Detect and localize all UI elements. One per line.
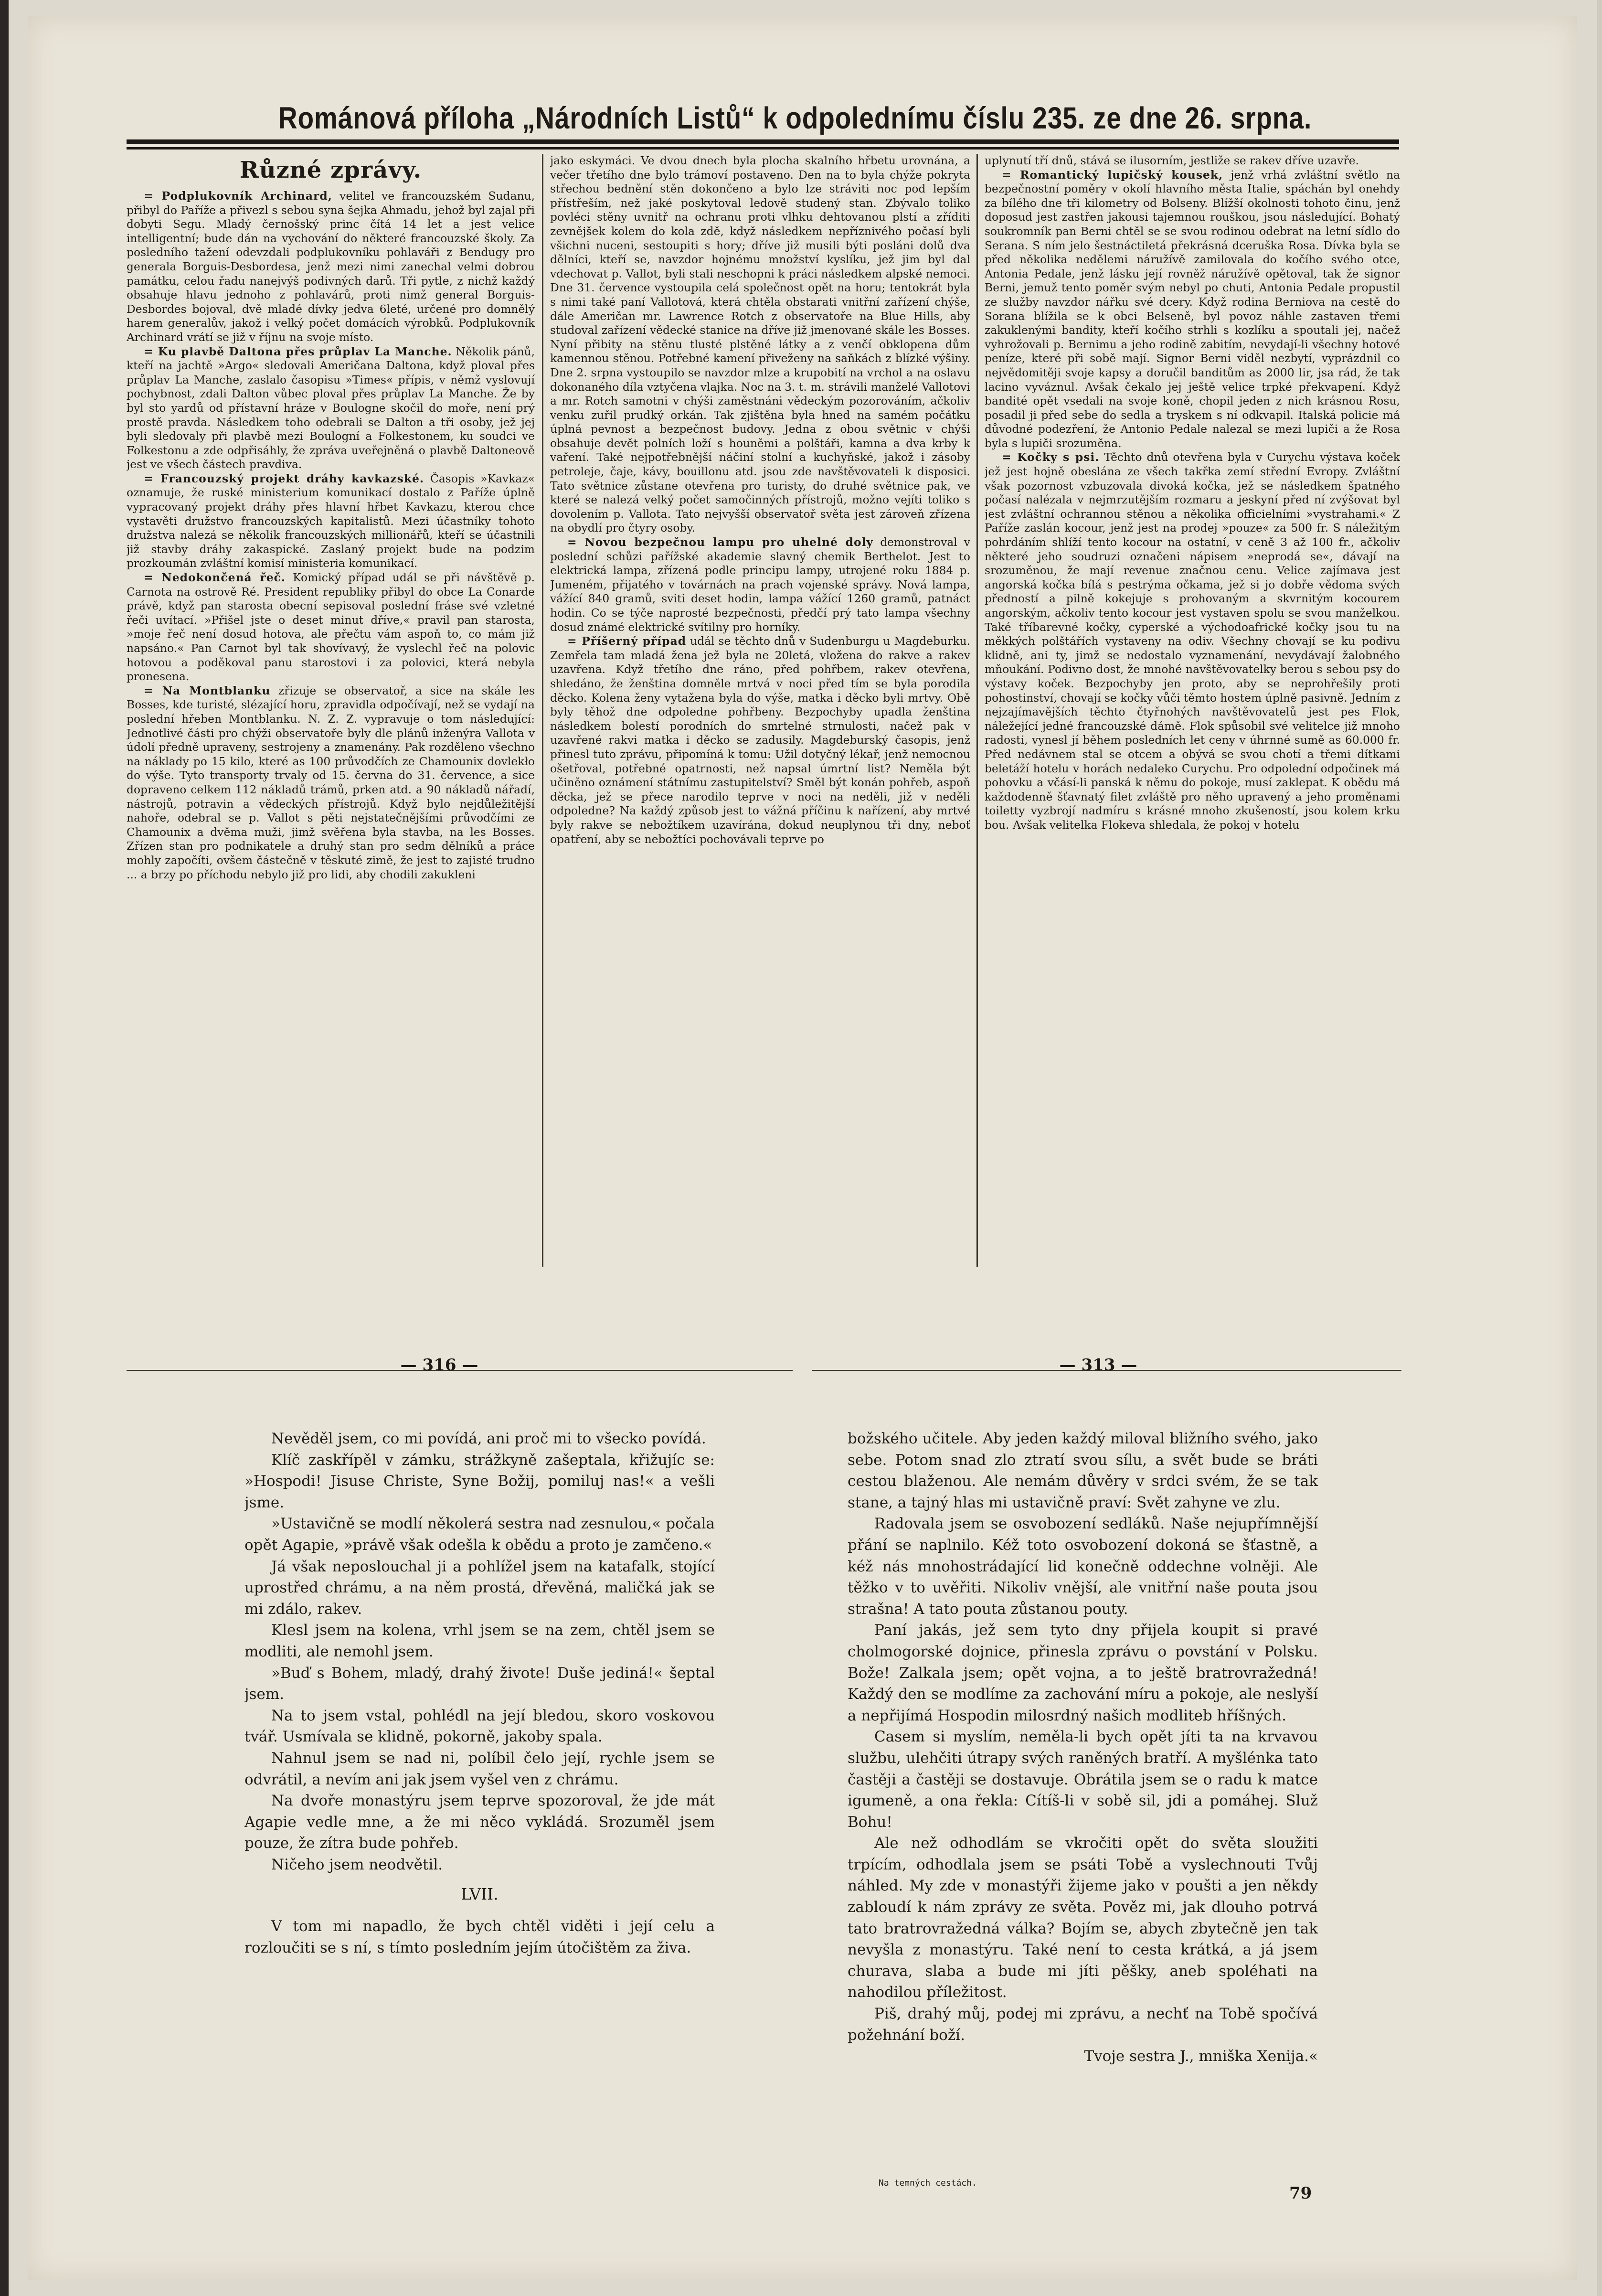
news-item xyxy=(985,450,1400,832)
news-headline: = Novou bezpečnou lampu pro uhelné doly xyxy=(567,535,874,549)
news-column-2 xyxy=(550,154,970,1267)
news-text: zřizuje se observatoř, a sice na skále les Bosses, kde turisté, slézající horu, zpravidla odpočívají, než se vydají na poslední hřeben Montblanku. N. Z. Z. vypravuje o tom následující: Jednotlivé části pro chýži observatoře byly dle plánů inženýra Vallota v údolí předně upraveny, sestrojeny a znamenány. Pak rozděleno všechno na náklady po 15 kilo, které as 100 průvodčích ze Chamounix dovlekło do výše. Tyto transporty trvaly od 15. června do 31. července, a sice dopraveno celkem 112 nákladů trámů, prken atd. a 90 nákladů nářadí, nástrojů, potravin a vědeckých přístrojů. Když bylo nejdůležitější nahoře, odebral se p. Vallot s pěti nejstatečnějšími průvodčími ze Chamounix a dvěma muži, jimž svěřena byla stavba, na les Bosses. Zřízen stan pro podnikatele a druhý stan pro sedm dělníků a práce mohly započíti, ovšem částečně v těskuté zimě, že jest to zajisté trudno ... a brzy po příchodu nebylo již pro lidi, aby chodili zakukleni xyxy=(127,683,535,881)
book-paragraph: božského učitele. Aby jeden každý miloval bližního svého, jako sebe. Potom snad zlo ztratí svou sílu, a svět bude se bráti cestou blaženou. Ale nemám důvěry v srdci svém, že se tak stane, a tajný hlas mi ustavičně praví: Svět zahyne ve zlu. xyxy=(848,1430,1318,1511)
news-column-1 xyxy=(127,154,535,1267)
book-paragraph: Ničeho jsem neodvětil. xyxy=(271,1856,443,1873)
news-item xyxy=(550,154,970,535)
news-headline: = Na Montblanku xyxy=(144,683,271,697)
book-paragraph: Paní jakás, jež sem tyto dny přijela koupit si pravé cholmogorské dojnice, přinesla zprávu o povstání v Polsku. Bože! Zalkala jsem; opět vojna, a to ještě bratrovražedná! Každý den se modlíme za zachování míru a pokoje, ale neslyší a nepřijímá Hospodin milosrdný našich modliteb hříšných. xyxy=(848,1622,1318,1724)
running-footer: Na temných cestách. xyxy=(879,2178,977,2188)
news-item xyxy=(550,634,970,846)
news-item xyxy=(550,535,970,634)
book-paragraph: Nahnul jsem se nad ni, políbil čelo její, rychle jsem se odvrátil, a nevím ani jak jsem vyšel ven z chrámu. xyxy=(244,1749,715,1788)
book-paragraph: Klesl jsem na kolena, vrhl jsem se na zem, chtěl jsem se modliti, ale nemohl jsem. xyxy=(244,1622,715,1660)
header-rule-thick xyxy=(127,139,1399,144)
book-paragraph: Na to jsem vstal, pohlédl na její bledou, skoro voskovou tvář. Usmívala se klidně, pokorně, jakoby spala. xyxy=(244,1707,715,1746)
book-paragraph: Radovala jsem se osvobození sedláků. Naše nejupřímnější přání se naplnilo. Kéž toto osvobození dokoná se šťastně, a kéž nás mnohostrádající lid konečně oddechne volněji. Ale těžko v to uvěřiti. Nikoliv vnější, ale vnitřní naše pouta jsou strašna! A tato pouta zůstanou pouty. xyxy=(848,1515,1318,1618)
book-paragraph: Klíč zaskřípěl v zámku, strážkyně zašeptala, křižujíc se: »Hospodi! Jisuse Christe, Syne Božij, pomiluj nas!« a vešli jsme. xyxy=(244,1451,715,1511)
news-text: Časopis »Kavkaz« oznamuje, že ruské ministerium komunikací dostalo z Paříže úplně vypracovaný projekt dráhy přes hlavní hřbet Kavkazu, kterou chce vystavěti družstvo francouzských kapitalistů. Mezi účastníky tohoto družstva nalezá se několik francouzských millionářů, kteří se účastnili již stavby dráhy zakaspické. Zaslaný projekt bude na podzim prozkoumán zvláštní komisí ministeria komunikací. xyxy=(127,471,535,570)
news-text: Komický případ udál se při návštěvě p. Carnota na ostrově Ré. President republiky přibyl do obce La Conarde právě, když pan starosta obecní sepisoval poslední fráse své vzletné řeči uvítací. »Přišel jste o deset minut dříve,« pravil pan starosta, »moje řeč není dosud hotova, ale přečtu vám aspoň to, co mám již napsáno.« Pan Carnot byl tak shovívavý, že vyslechl řeč na polovic hotovou a poděkoval panu starostovi i za polovici, která nebyla pronesena. xyxy=(127,571,535,683)
book-paragraph: Nevěděl jsem, co mi povídá, ani proč mi to všecko povídá. xyxy=(271,1430,706,1447)
chapter-heading: LVII. xyxy=(461,1885,499,1904)
book-paragraph: Piš, drahý můj, podej mi zprávu, a nechť na Tobě spočívá požehnání boží. xyxy=(848,2005,1318,2044)
book-page-right xyxy=(848,1428,1318,2173)
news-headline: = Nedokončená řeč. xyxy=(144,571,286,585)
news-item xyxy=(127,345,535,472)
book-paragraph: »Ustavičně se modlí několerá sestra nad zesnulou,« počala opět Agapie, »právě však odešla k obědu a proto je zamčeno.« xyxy=(244,1515,715,1554)
page-header: Románová příloha „Národních Listů“ k odpolednímu číslu 235. ze dne 26. srpna. xyxy=(278,101,1312,135)
section-title: Různé zprávy. xyxy=(239,157,422,183)
news-item xyxy=(985,154,1400,168)
news-text: jako eskymáci. Ve dvou dnech byla plocha skalního hřbetu urovnána, a večer třetího dne bylo trámoví postaveno. Den na to byla chýže pokryta střechou bednění stěn dokončeno a bylo lze stráviti noc pod lepším přístřeším, než jaké poskytoval ledově studený stan. Zbývalo toliko povléci stěny uvnitř na ochranu proti vlhku dehtovanou plstí a zříditi zevnějšek kolem do kola zdě, když následkem nepříznivého počasí byli všichni nuceni, sestoupiti s hory; dříve již musili býti posláni dolů dva dělníci, kteří se, navzdor hojnému množství kyslíku, jež jim byl dal vdechovat p. Vallot, byli stali neschopni k práci následkem alpské nemoci. Dne 31. července vystoupila celá společnost opět na horu; tentokrát byla s nimi také paní Vallotová, která chtěla obstarati vnitřní zařízení chýše, dále Američan mr. Lawrence Rotch z observatoře na Blue Hills, aby studoval zařízení vědecké stanice na dříve již jmenované skále les Bosses. Nyní přibity na stěnu tlusté plstěné látky a z venčí obklopena dům kamennou stěnou. Potřebné kamení přiveženy na saňkách z blízké výšiny. Dne 2. srpna vystoupilo se navzdor mlze a krupobití na vrchol a na oslavu dokonaného díla vztyčena vlajka. Noc na 3. t. m. strávili manželé Vallotovi a mr. Rotch samotni v chýši zaměstnáni vědeckým pozorováním, ačkoliv venku zuřil prudký orkán. Tak zjištěna byla hned na samém počátku úplná pevnost a bezpečnost budovy. Jedna z obou světnic v chýši obsahuje devět polních loží s houněmi a polštáři, kamna a dva krby k vaření. Také nejpotřebnější náčiní stolní a kuchyňské, jakož i zásoby petroleje, čaje, kávy, bouillonu atd. jsou zde navštěvovateli k disposici. Tato světnice zůstane otevřena pro turisty, do druhé světnice pak, ve které se nalezá velký počet samočinných přístrojů, možno vejíti toliko s dovolením p. Vallota. Tato nejvyšší observatoř světa jest zároveň zřízena na obydlí pro čtyry osoby. xyxy=(550,154,970,535)
news-list-1 xyxy=(127,189,535,882)
news-item xyxy=(127,571,535,684)
news-text: jenž vrhá zvláštní světlo na bezpečnostní poměry v okolí hlavního města Italie, spáchán byl onehdy za bílého dne tři kilometry od Bolseny. Blížší okolnosti tohoto činu, jenž doposud jest zastřen jakousi tajemnou rouškou, jsou následující. Bohatý soukromník pan Berni chtěl se se svou rodinou odebrat na letní sídlo do Serana. S ním jelo šestnáctiletá překrásná dceruška Rosa. Dívka byla se před několika nedělemi náružívě zamilovala do kočího svého otce, Antonia Pedale, jenž lásku její rovněž náružívě opětoval, tak že signor Berni, jemuž tento poměr svým nebyl po chuti, Antonia Pedale propustil ze služby navzdor nářku své dcery. Když rodina Berniova na cestě do Sorana blížila se k obci Belseně, byl povoz náhle zastaven třemi zakuklenými bandity, kteří kočího strhli s kozlíku a spoutali jej, načež vyhrožovali p. Bernimu a jeho rodině zabitím, nevydají-li všechny hotové peníze, které při sobě mají. Signor Berni viděl nezbytí, vyprázdnil co nejvědomitěji svoje kapsy a doručil banditům as 2000 lir, jsa rád, že tak lacino vyváznul. Avšak čekalo jej ještě velice trpké překvapení. Když bandité opět vsedali na svoje koně, chopil jeden z nich krásnou Rosu, posadil ji před sebe do sedla a tryskem s ní odkvapil. Italská policie má důvodné podezření, že Antonio Pedale nalezal se mezi lupiči a že Rosa byla s lupiči srozuměna. xyxy=(985,168,1400,450)
news-item xyxy=(985,168,1400,451)
column-rule xyxy=(976,154,978,1267)
book-paragraph: Casem si myslím, neměla-li bych opět jíti ta na krvavou službu, ulehčiti útrapy svých raněných bratří. A myšlénka tato častěji a častěji se dostavuje. Obrátila jsem se o radu k matce igumeně, a ona řekla: Cítíš-li v sobě sil, jdi a pomáhej. Služ Bohu! xyxy=(848,1728,1318,1831)
binding-edge xyxy=(0,0,9,2296)
scan-edge xyxy=(1597,0,1602,2296)
book-paragraph: »Buď s Bohem, mladý, drahý živote! Duše jediná!« šeptal jsem. xyxy=(244,1664,715,1703)
news-item xyxy=(127,189,535,345)
book-page-left xyxy=(244,1428,715,2164)
news-text: udál se těchto dnů v Sudenburgu u Magdeburku. Zemřela tam mladá žena jež byla ne 20letá, vložena do rakve a rakev uzavřena. Když třetího dne ráno, před pohřbem, rakev otevřena, shledáno, že ženština domněle mrtvá v noci před tím se byla porodila děcko. Kolena ženy vytažena byla do výše, matka i děcko byli mrtvy. Obě byly těhož dne odpoledne pohřbeny. Bezpochyby upadla ženština následkem bolestí porodních do smrtelné strnulosti, načež pak v uzavřené rakvi matka i děcko se zadusily. Magdeburský časopis, jenž přinesl tuto zprávu, připomíná k tomu: Užil dotyčný lékař, jenž nemocnou ošetřoval, potřebné opatrnosti, než napsal úmrtní list? Neměla být učiněno oznámení státnímu zastupitelství? Směl být konán pohřeb, aspoň děcka, jež se přece narodilo teprve v noci na neděli, již v neděli odpoledne? Na každý způsob jest to vážná příčinu k nařízení, aby mrtvé byly rakve se nebožtíkem uzavírána, dokud neuplynou tři dny, neboť opatření, aby se nebožtíci pochovávali teprve po xyxy=(550,634,970,846)
news-headline: = Ku plavbě Daltona přes průplav La Manche. xyxy=(144,344,452,358)
page-number-left: — 316 — xyxy=(400,1356,478,1375)
book-paragraph: Ale než odhodlám se vkročiti opět do světa sloužiti trpícím, odhodlala jsem se psáti Tobě a vyslechnouti Tvůj náhled. My zde v monastýři žijeme jako v poušti a jen někdy zabloudí k nám zprávy ze světa. Pověz mi, jak dlouho potrvá tato bratrovražedná válka? Bojím se, abych zbytečně jen tak nevyšla z monastýru. Také není to cesta krátká, a já jsem churava, slaba a bude mi jíti pěšky, aneb spoléhati na nahodilou příležitost. xyxy=(848,1835,1318,2001)
news-headline: = Podplukovník Archinard, xyxy=(144,189,332,203)
page-number-right: — 313 — xyxy=(1059,1356,1137,1375)
news-headline: = Francouzský projekt dráhy kavkazské. xyxy=(144,471,424,485)
news-headline: = Příšerný případ xyxy=(567,634,687,648)
letter-signature: Tvoje sestra J., mniška Xenija.« xyxy=(1084,2048,1318,2065)
news-text: Těchto dnů otevřena byla v Curychu výstava koček jež jest hojně obeslána ze všech takřka zemí střední Evropy. Zvláštní však pozornost vzbuzovala divoká kočka, jež se následkem špatného počasí nalézala v nejmrzutějším rozmaru a jeskyní před ní zvýšovat byl jest zvláštní ochrannou stěnou a několika officielními »vystrahami.« Z Paříže zaslán kocour, jenž jest na prodej »pouze« za 500 fr. S náležitým pohrdáním shlíží tento kocour na ostatní, v ceně 3 až 100 fr., ačkoliv některé jeho soudruzi označeni nápisem »neprodá se«, dávají na srozuměnou, že mají revenue značnou cenu. Velice zajímava jest angorská kočka bílá s pestrýma očkama, jež si jo dobře vědoma svých předností a pilně kokejuje s prohovaným a skvrnitým kocourem angorským, ačkoliv tento kocour jest vystaven spolu se svou manželkou. Také tříbarevné kočky, cyperské a východoafrické kočky jsou tu na měkkých polštářích vystaveny na odiv. Všechny chovají se ku podivu klidně, ani ty, jimž se nedostalo vyznamenání, nevydávají žalobného mňoukání. Podivno dost, že mnohé navštěvovatelky berou s sebou psy do výstavy koček. Bezpochyby jen proto, aby se neprohřešily proti pohostinství, chovají se kočky vůči těmto hostem úplně pasivně. Jedním z nejzajímavějších těchto čtyřnohých navštěvovatelů jest pes Flok, náležející jedné francouzské dámě. Flok spůsobil své velitelce již mnoho radosti, vynesl jí během posledních let ceny v úhrnné sumě as 60.000 fr. Před nedávnem stal se otcem a obývá se svou chotí a třemi dítkami beletáží hotelu v horách nedaleko Curychu. Pro odpolední odpočinek má pohovku a včásí-li panská k němu do pokoje, musí zaklepat. K obědu má každodenně šťavnatý filet zvláště pro něho upravený a jeho proměnami toiletty vyzbrojí nadmíru s krásné mnoho zkušeností, jsou kolem krku bou. Avšak velitelka Flokeva shledala, že pokoj v hotelu xyxy=(985,450,1400,832)
news-column-3 xyxy=(985,154,1400,1267)
news-headline: = Kočky s psi. xyxy=(1002,450,1100,464)
news-text: uplynutí tří dnů, stává se ilusorním, jestliže se rakev dříve uzavře. xyxy=(985,154,1359,167)
column-rule xyxy=(542,154,543,1267)
news-headline: = Romantický lupičský kousek, xyxy=(1002,168,1223,182)
header-rule-thin xyxy=(127,147,1399,150)
news-item xyxy=(127,684,535,882)
news-text: velitel ve francouzském Sudanu, přibyl do Paříže a přivezl s sebou syna šejka Ahmadu, jehož byl zajal při dobyti Segu. Mladý černošský princ čítá 14 let a jest velice intelligentní; bude dán na vychování do některé francouzské školy. Za posledního tažení odevzdali podplukovníku pohlaváři z Bendugy pro generala Borguis-Desbordesa, jenž mezi nimi zanechal velmi dobrou památku, celou řadu nanejvýš podivných darů. Tři pytle, z nichž každý obsahuje hlavu jednoho z pohlavárů, proti nimž general Borguis-Desbordes bojoval, dvě mladé dívky jedva 6leté, určené pro domnělý harem generalův, jakož i velký počet domácích výrobků. Podplukovník Archinard vrátí se již v říjnu na svoje místo. xyxy=(127,189,535,344)
folio-number: 79 xyxy=(1289,2184,1312,2203)
news-text: demonstroval v poslední schůzi pařížské akademie slavný chemik Berthelot. Jest to elektrická lampa, zřízená podle principu lampy, utrojené roku 1884 p. Jumeném, přijatého v továrnách na prach vojenské správy. Nová lampa, vážící 840 gramů, sviti deset hodin, lampa vážící 1260 gramů, patnáct hodin. Co se týče naprosté bezpečnosti, předčí prý tato lampa všechny dosud známé elektrické svítilny pro horníky. xyxy=(550,535,970,634)
book-paragraph: Na dvoře monastýru jsem teprve spozoroval, že jde mát Agapie vedle mne, a že mi něco vykládá. Srozuměl jsem pouze, že zítra bude pohřeb. xyxy=(244,1792,715,1852)
news-item xyxy=(127,472,535,571)
book-paragraph: Já však neposlouchal ji a pohlížel jsem na katafalk, stojící uprostřed chrámu, a na něm prostá, dřevěná, maličká jak se mi zdálo, rakev. xyxy=(244,1558,715,1618)
book-paragraph: V tom mi napadlo, že bych chtěl viděti i její celu a rozloučiti se s ní, s tímto posledním jejím útočištěm za živa. xyxy=(244,1918,715,1956)
news-text: Několik pánů, kteří na jachtě »Argo« sledovali Američana Daltona, když ploval přes průplav La Manche, zaslalo časopisu »Times« přípis, v němž vyslovují pochybnost, zdali Dalton vůbec ploval přes průplav La Manche. Že by byl sto yardů od přístavní hráze v Boulogne skočil do moře, není prý prostě pravda. Následkem toho odebrali se Dalton a tři osoby, jež jej byli sledovaly při plavbě mezi Boulogní a Folkestonem, ku soudci ve Folkestonu a zde odpřisáhly, že zpráva uveřejněná o plavbě Daltoneově jest ve všech částech pravdiva. xyxy=(127,344,535,471)
